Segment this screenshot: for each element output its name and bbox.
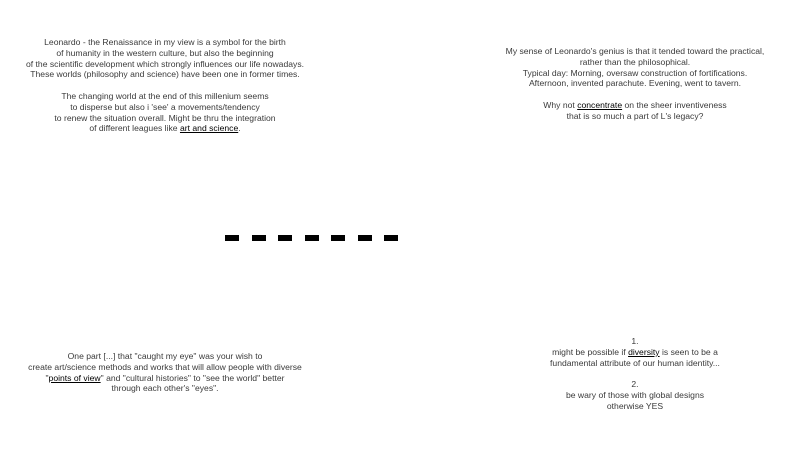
text-line: Afternoon, invented parachute. Evening, went to tavern.: [528, 78, 742, 89]
text-line-with-link: [10, 373, 320, 384]
text-fragment: might be possible if: [552, 346, 629, 357]
text-line: One part [...] that "caught my eye" was your wish to: [67, 351, 263, 361]
list-number: 1.: [631, 336, 639, 346]
text-line-with-link: [480, 347, 790, 358]
text-line: These worlds (philosophy and science) have been one in former times.: [30, 69, 300, 80]
text-fragment: " and "cultural histories" to "see the world" better: [100, 372, 285, 383]
text-line: otherwise YES: [606, 400, 664, 411]
text-line: The changing world at the end of this millenium seems: [61, 90, 269, 101]
dash-segment: [358, 235, 372, 241]
paragraph-gap: [10, 80, 320, 91]
text-fragment: ": [45, 372, 49, 383]
text-fragment: on the sheer inventiveness: [622, 99, 727, 110]
text-fragment: of different leagues like: [89, 123, 180, 134]
text-line: to disperse but also i 'see' a movements/tendency: [70, 101, 260, 112]
diversity-link[interactable]: diversity: [628, 346, 660, 357]
text-fragment: Why not: [543, 99, 578, 110]
dash-segment: [384, 235, 398, 241]
text-line: Leonardo - the Renaissance in my view is a symbol for the birth: [44, 37, 286, 47]
text-line: create art/science methods and works that will allow people with diverse: [28, 361, 302, 372]
text-line: of the scientific development which strongly influences our life nowadays.: [25, 58, 304, 69]
text-line: of humanity in the western culture, but also the beginning: [56, 47, 274, 58]
text-block-leonardo-renaissance: [10, 37, 320, 134]
paragraph-gap: [480, 368, 790, 379]
concentrate-link[interactable]: concentrate: [577, 99, 623, 110]
dash-segment: [225, 235, 239, 241]
list-number: 2.: [631, 379, 639, 390]
text-line: be wary of those with global designs: [565, 389, 705, 400]
text-block-leonardo-genius: [480, 46, 790, 122]
text-line: that is so much a part of L's legacy?: [566, 110, 704, 121]
text-block-diversity: [480, 336, 790, 412]
text-fragment: .: [238, 123, 241, 134]
text-line-with-link: [10, 123, 320, 134]
points-of-view-link[interactable]: points of view: [48, 372, 101, 383]
dash-segment: [252, 235, 266, 241]
text-line: My sense of Leonardo's genius is that it tended toward the practical,: [505, 46, 765, 56]
text-line: to renew the situation overall. Might be thru the integration: [54, 112, 276, 123]
dash-segment: [278, 235, 292, 241]
dashed-divider: [225, 235, 405, 241]
text-fragment: is seen to be a: [659, 346, 718, 357]
text-block-caught-my-eye: [10, 351, 320, 394]
paragraph-gap: [480, 89, 790, 100]
text-line: fundamental attribute of our human identity...: [550, 357, 720, 368]
text-line: rather than the philosophical.: [579, 56, 691, 67]
dash-segment: [305, 235, 319, 241]
dash-segment: [331, 235, 345, 241]
text-line: Typical day: Morning, oversaw construction of fortifications.: [522, 67, 748, 78]
text-line: through each other's "eyes".: [111, 383, 219, 394]
art-and-science-link[interactable]: art and science: [179, 123, 239, 134]
text-line-with-link: [480, 100, 790, 111]
